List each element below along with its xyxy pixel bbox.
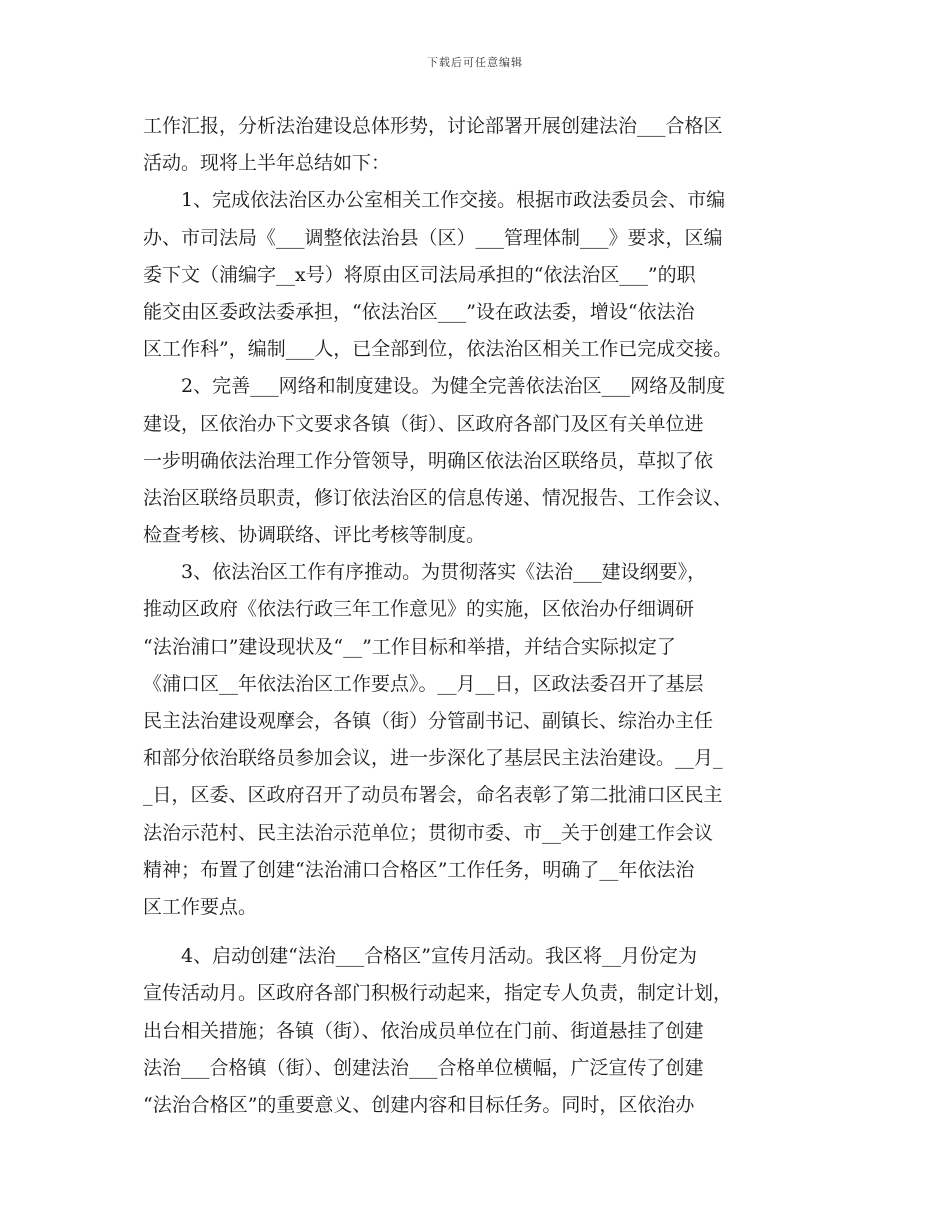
text-line: 委下文（浦编字__x号）将原由区司法局承担的“依法治区___”的职 xyxy=(143,263,696,286)
text-line: 区工作科”，编制___人，已全部到位，依法治区相关工作已完成交接。 xyxy=(143,338,733,361)
document-body xyxy=(143,108,808,1124)
text-line: 法治示范村、民主法治示范单位；贯彻市委、市__关于创建工作会议 xyxy=(143,821,714,844)
text-line: 《浦口区__年依法治区工作要点》。__月__日，区政法委召开了基层 xyxy=(143,672,704,695)
header-note: 下载后可任意编辑 xyxy=(427,56,523,69)
paragraph xyxy=(143,368,808,554)
text-line: 3、依法治区工作有序推动。为贯彻落实《法治___建设纲要》， xyxy=(143,561,707,584)
text-line: 宣传活动月。区政府各部门积极行动起来，指定专人负责，制定计划， xyxy=(143,982,733,1005)
text-line: _日，区委、区政府召开了动员布署会，命名表彰了第二批浦口区民主 xyxy=(143,784,723,807)
text-line: 建设，区依治办下文要求各镇（街）、区政府各部门及区有关单位进 xyxy=(143,412,704,435)
text-line: 工作汇报，分析法治建设总体形势，讨论部署开展创建法治___合格区 xyxy=(143,115,723,137)
text-line: 精神；布置了创建“法治浦口合格区”工作任务，明确了__年依法治 xyxy=(143,858,695,881)
paragraph xyxy=(143,182,808,368)
text-line: 检查考核、协调联络、评比考核等制度。 xyxy=(143,524,486,547)
text-line: 1、完成依法治区办公室相关工作交接。根据市政法委员会、市编 xyxy=(143,189,726,212)
text-line: 法治区联络员职责，修订依法治区的信息传递、情况报告、工作会议、 xyxy=(143,486,733,509)
paragraph xyxy=(143,554,808,926)
text-line: 一步明确依法治理工作分管领导，明确区依法治区联络员，草拟了依 xyxy=(143,449,714,472)
text-line: 活动。现将上半年总结如下： xyxy=(143,152,391,175)
text-line: 区工作要点。 xyxy=(143,895,258,918)
text-line: 出台相关措施；各镇（街）、依治成员单位在门前、街道悬挂了创建 xyxy=(143,1019,704,1042)
paragraph xyxy=(143,108,808,182)
text-line: 法治___合格镇（街）、创建法治___合格单位横幅，广泛宣传了创建 xyxy=(143,1056,704,1079)
text-line: 能交由区委政法委承担，“依法治区___”设在政法委，增设“依法治 xyxy=(143,300,695,323)
text-line: 和部分依治联络员参加会议，进一步深化了基层民主法治建设。__月_ xyxy=(143,747,723,770)
text-line: 4、启动创建“法治___合格区”宣传月活动。我区将__月份定为 xyxy=(143,945,698,968)
text-line: 民主法治建设观摩会，各镇（街）分管副书记、副镇长、综治办主任 xyxy=(143,710,714,732)
text-line: 办、市司法局《___调整依法治县（区）___管理体制___》要求，区编 xyxy=(143,226,723,249)
text-line: 2、完善___网络和制度建设。为健全完善依法治区___网络及制度 xyxy=(143,375,726,398)
text-line: “法治合格区”的重要意义、创建内容和目标任务。同时，区依治办 xyxy=(143,1093,695,1116)
paragraph-gap xyxy=(143,926,808,938)
paragraph xyxy=(143,938,808,1124)
text-line: 推动区政府《依法行政三年工作意见》的实施，区依治办仔细调研 xyxy=(143,598,695,621)
text-line: “法治浦口”建设现状及“__”工作目标和举措，并结合实际拟定了 xyxy=(143,635,676,658)
